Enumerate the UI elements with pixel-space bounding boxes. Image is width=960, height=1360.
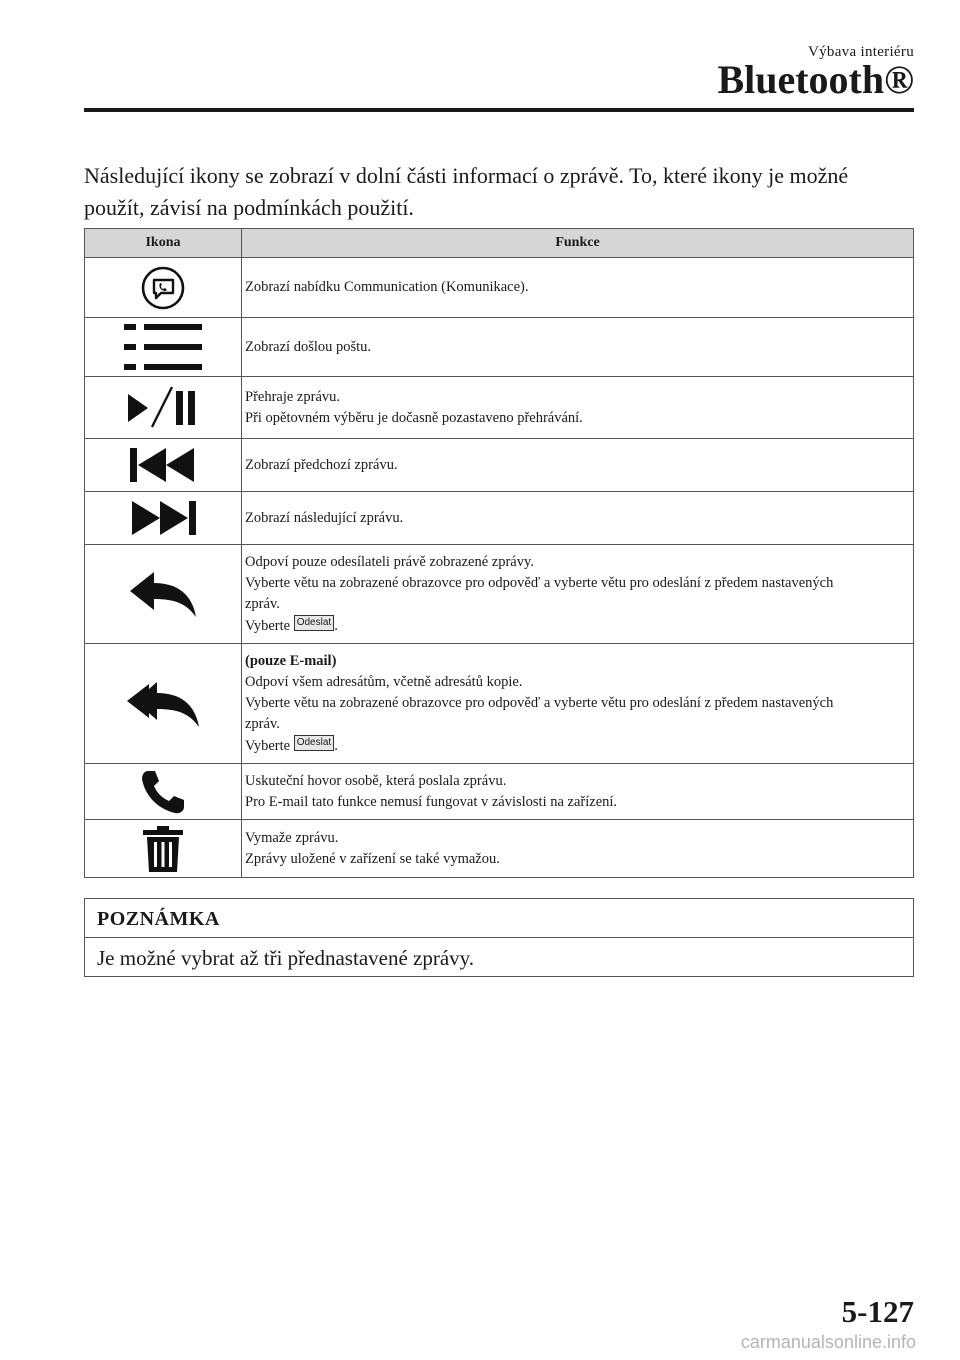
watermark: carmanualsonline.info xyxy=(740,1332,916,1352)
header-divider xyxy=(84,108,914,112)
select-suffix: . xyxy=(334,617,338,634)
table-header-row xyxy=(85,229,914,258)
function-text: Vyberte větu na zobrazené obrazovce pro odpověď a vyberte větu pro odeslání z předem nastavených xyxy=(245,694,834,711)
select-instruction xyxy=(245,735,909,757)
reply-all-icon xyxy=(125,679,201,729)
email-only-note: (pouze E-mail) xyxy=(245,652,337,669)
trash-icon xyxy=(143,826,183,872)
section-title: Výbava interiéru xyxy=(807,44,914,60)
table-row xyxy=(85,258,914,318)
function-text: Zobrazí nabídku Communication (Komunikace). xyxy=(245,279,529,295)
page-title: Bluetooth® xyxy=(717,57,914,102)
select-prefix: Vyberte xyxy=(245,617,291,634)
icon-function-table xyxy=(84,228,914,878)
function-text: Odpoví všem adresátům, včetně adresátů kopie. xyxy=(245,673,523,690)
previous-icon xyxy=(130,446,196,484)
table-row xyxy=(85,492,914,545)
table-row xyxy=(85,439,914,492)
function-text: Zobrazí následující zprávu. xyxy=(245,509,404,526)
list-icon xyxy=(124,322,202,372)
function-text: Vymaže zprávu. xyxy=(245,829,339,846)
table-row xyxy=(85,820,914,878)
table-row xyxy=(85,377,914,439)
function-text: Při opětovném výběru je dočasně pozastaveno přehrávání. xyxy=(245,409,583,426)
function-text: Zobrazí předchozí zprávu. xyxy=(245,456,398,473)
table-row xyxy=(85,764,914,820)
select-suffix: . xyxy=(334,737,338,754)
select-prefix: Vyberte xyxy=(245,737,291,754)
function-text: zpráv. xyxy=(245,715,280,732)
note-title: POZNÁMKA xyxy=(85,899,913,938)
note-box xyxy=(84,898,914,977)
note-text: Je možné vybrat až tři přednastavené zprávy. xyxy=(97,946,475,970)
table-row xyxy=(85,644,914,764)
table-row xyxy=(85,318,914,377)
column-header-function: Funkce xyxy=(242,229,914,258)
send-button: Odeslat xyxy=(294,615,334,631)
column-header-icon: Ikona xyxy=(85,229,242,258)
function-text: Zprávy uložené v zařízení se také vymažou. xyxy=(245,850,500,867)
function-text: Odpoví pouze odesílateli právě zobrazené zprávy. xyxy=(245,553,534,570)
function-text: Přehraje zprávu. xyxy=(245,388,341,405)
play-pause-icon xyxy=(128,383,198,433)
function-text: Zobrazí došlou poštu. xyxy=(245,338,372,355)
next-icon xyxy=(130,499,196,537)
send-button: Odeslat xyxy=(294,735,334,751)
phone-icon xyxy=(140,769,186,815)
function-text: Uskuteční hovor osobě, která poslala zprávu. xyxy=(245,772,507,789)
reply-icon xyxy=(128,569,198,619)
communication-icon xyxy=(141,266,185,310)
table-row xyxy=(85,545,914,644)
function-text: Pro E-mail tato funkce nemusí fungovat v závislosti na zařízení. xyxy=(245,793,618,810)
select-instruction xyxy=(245,615,909,637)
page-number: 5-127 xyxy=(841,1294,914,1329)
intro-paragraph: Následující ikony se zobrazí v dolní části informací o zprávě. To, které ikony je možné použít, závisí na podmínkách použití. xyxy=(84,163,849,220)
function-text: Vyberte větu na zobrazené obrazovce pro odpověď a vyberte větu pro odeslání z předem nastavených xyxy=(245,574,834,591)
function-text: zpráv. xyxy=(245,595,280,612)
